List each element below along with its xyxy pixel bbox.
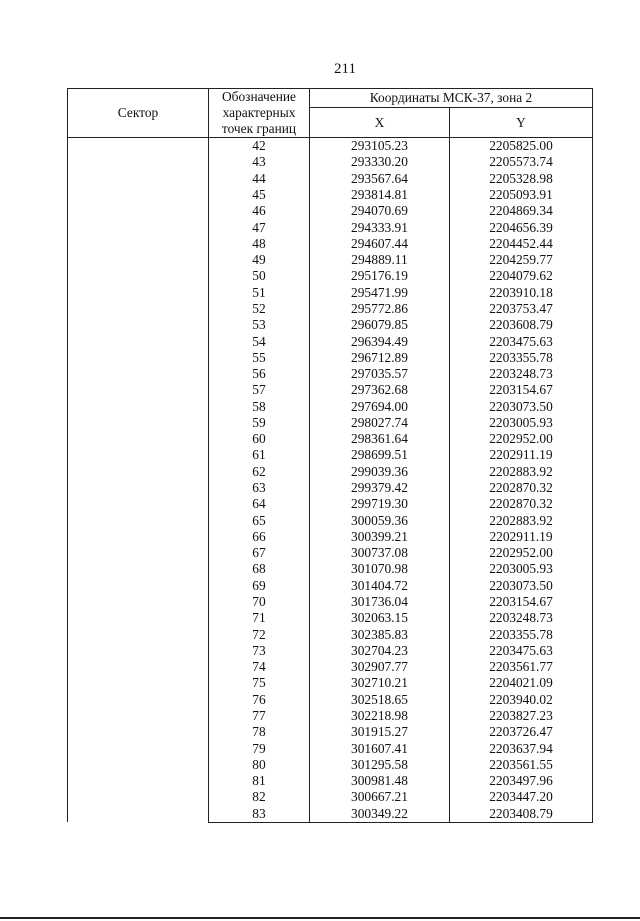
point-designation-cell: 45 xyxy=(209,187,310,203)
point-designation-cell: 53 xyxy=(209,317,310,333)
y-coordinate-cell: 2203447.20 xyxy=(450,789,593,805)
y-coordinate-cell: 2204452.44 xyxy=(450,236,593,252)
x-coordinate-cell: 300981.48 xyxy=(310,773,450,789)
x-coordinate-cell: 300399.21 xyxy=(310,529,450,545)
point-designation-cell: 49 xyxy=(209,252,310,268)
point-designation-cell: 75 xyxy=(209,675,310,691)
point-designation-cell: 79 xyxy=(209,740,310,756)
x-coordinate-cell: 297035.57 xyxy=(310,366,450,382)
y-coordinate-cell: 2204869.34 xyxy=(450,203,593,219)
x-coordinate-cell: 293105.23 xyxy=(310,138,450,155)
header-coordinates-group: Координаты МСК-37, зона 2 xyxy=(310,89,593,108)
point-designation-cell: 44 xyxy=(209,171,310,187)
y-coordinate-cell: 2203827.23 xyxy=(450,708,593,724)
point-designation-cell: 65 xyxy=(209,512,310,528)
y-coordinate-cell: 2203637.94 xyxy=(450,740,593,756)
y-coordinate-cell: 2203005.93 xyxy=(450,415,593,431)
point-designation-cell: 81 xyxy=(209,773,310,789)
x-coordinate-cell: 300667.21 xyxy=(310,789,450,805)
point-designation-cell: 58 xyxy=(209,399,310,415)
x-coordinate-cell: 294889.11 xyxy=(310,252,450,268)
x-coordinate-cell: 293567.64 xyxy=(310,171,450,187)
point-designation-cell: 76 xyxy=(209,692,310,708)
x-coordinate-cell: 302518.65 xyxy=(310,692,450,708)
page-number: 211 xyxy=(334,61,356,77)
point-designation-cell: 72 xyxy=(209,626,310,642)
y-coordinate-cell: 2202911.19 xyxy=(450,447,593,463)
page-bottom-rule xyxy=(0,917,640,919)
header-x: X xyxy=(310,108,450,138)
y-coordinate-cell: 2203355.78 xyxy=(450,350,593,366)
y-coordinate-cell: 2205825.00 xyxy=(450,138,593,155)
point-designation-cell: 48 xyxy=(209,236,310,252)
x-coordinate-cell: 299719.30 xyxy=(310,496,450,512)
x-coordinate-cell: 296394.49 xyxy=(310,333,450,349)
x-coordinate-cell: 294607.44 xyxy=(310,236,450,252)
y-coordinate-cell: 2203073.50 xyxy=(450,578,593,594)
point-designation-cell: 63 xyxy=(209,480,310,496)
y-coordinate-cell: 2204021.09 xyxy=(450,675,593,691)
y-coordinate-cell: 2203154.67 xyxy=(450,594,593,610)
point-designation-cell: 46 xyxy=(209,203,310,219)
y-coordinate-cell: 2204656.39 xyxy=(450,219,593,235)
x-coordinate-cell: 301915.27 xyxy=(310,724,450,740)
header-y: Y xyxy=(450,108,593,138)
x-coordinate-cell: 294333.91 xyxy=(310,219,450,235)
point-designation-cell: 68 xyxy=(209,561,310,577)
x-coordinate-cell: 296712.89 xyxy=(310,350,450,366)
x-coordinate-cell: 297362.68 xyxy=(310,382,450,398)
point-designation-cell: 59 xyxy=(209,415,310,431)
table-row xyxy=(68,138,593,155)
y-coordinate-cell: 2203753.47 xyxy=(450,301,593,317)
y-coordinate-cell: 2203561.77 xyxy=(450,659,593,675)
x-coordinate-cell: 295471.99 xyxy=(310,285,450,301)
point-designation-cell: 74 xyxy=(209,659,310,675)
x-coordinate-cell: 302385.83 xyxy=(310,626,450,642)
point-designation-cell: 62 xyxy=(209,464,310,480)
y-coordinate-cell: 2203408.79 xyxy=(450,806,593,823)
x-coordinate-cell: 301607.41 xyxy=(310,740,450,756)
y-coordinate-cell: 2203248.73 xyxy=(450,610,593,626)
x-coordinate-cell: 298699.51 xyxy=(310,447,450,463)
x-coordinate-cell: 295176.19 xyxy=(310,268,450,284)
y-coordinate-cell: 2203475.63 xyxy=(450,643,593,659)
point-designation-cell: 60 xyxy=(209,431,310,447)
y-coordinate-cell: 2202952.00 xyxy=(450,431,593,447)
point-designation-cell: 55 xyxy=(209,350,310,366)
x-coordinate-cell: 302704.23 xyxy=(310,643,450,659)
x-coordinate-cell: 301404.72 xyxy=(310,578,450,594)
point-designation-cell: 83 xyxy=(209,806,310,823)
x-coordinate-cell: 302907.77 xyxy=(310,659,450,675)
y-coordinate-cell: 2205573.74 xyxy=(450,154,593,170)
point-designation-cell: 54 xyxy=(209,333,310,349)
x-coordinate-cell: 301070.98 xyxy=(310,561,450,577)
point-designation-cell: 78 xyxy=(209,724,310,740)
point-designation-cell: 50 xyxy=(209,268,310,284)
y-coordinate-cell: 2203073.50 xyxy=(450,399,593,415)
y-coordinate-cell: 2204079.62 xyxy=(450,268,593,284)
x-coordinate-cell: 300737.08 xyxy=(310,545,450,561)
x-coordinate-cell: 299379.42 xyxy=(310,480,450,496)
sector-cell xyxy=(68,138,209,823)
y-coordinate-cell: 2203726.47 xyxy=(450,724,593,740)
y-coordinate-cell: 2202883.92 xyxy=(450,464,593,480)
x-coordinate-cell: 300349.22 xyxy=(310,806,450,823)
x-coordinate-cell: 302218.98 xyxy=(310,708,450,724)
x-coordinate-cell: 293330.20 xyxy=(310,154,450,170)
point-designation-cell: 56 xyxy=(209,366,310,382)
x-coordinate-cell: 296079.85 xyxy=(310,317,450,333)
y-coordinate-cell: 2202952.00 xyxy=(450,545,593,561)
point-designation-cell: 42 xyxy=(209,138,310,155)
y-coordinate-cell: 2203154.67 xyxy=(450,382,593,398)
point-designation-cell: 61 xyxy=(209,447,310,463)
point-designation-cell: 51 xyxy=(209,285,310,301)
point-designation-cell: 73 xyxy=(209,643,310,659)
y-coordinate-cell: 2204259.77 xyxy=(450,252,593,268)
y-coordinate-cell: 2203561.55 xyxy=(450,757,593,773)
x-coordinate-cell: 298361.64 xyxy=(310,431,450,447)
point-designation-cell: 43 xyxy=(209,154,310,170)
y-coordinate-cell: 2203910.18 xyxy=(450,285,593,301)
point-designation-cell: 64 xyxy=(209,496,310,512)
y-coordinate-cell: 2202911.19 xyxy=(450,529,593,545)
header-sector: Сектор xyxy=(68,89,209,138)
point-designation-cell: 77 xyxy=(209,708,310,724)
point-designation-cell: 70 xyxy=(209,594,310,610)
x-coordinate-cell: 301295.58 xyxy=(310,757,450,773)
x-coordinate-cell: 299039.36 xyxy=(310,464,450,480)
coordinates-table xyxy=(67,88,593,823)
point-designation-cell: 82 xyxy=(209,789,310,805)
y-coordinate-cell: 2202883.92 xyxy=(450,512,593,528)
x-coordinate-cell: 297694.00 xyxy=(310,399,450,415)
y-coordinate-cell: 2203248.73 xyxy=(450,366,593,382)
y-coordinate-cell: 2202870.32 xyxy=(450,496,593,512)
x-coordinate-cell: 294070.69 xyxy=(310,203,450,219)
point-designation-cell: 47 xyxy=(209,219,310,235)
point-designation-cell: 66 xyxy=(209,529,310,545)
y-coordinate-cell: 2202870.32 xyxy=(450,480,593,496)
point-designation-cell: 71 xyxy=(209,610,310,626)
y-coordinate-cell: 2205093.91 xyxy=(450,187,593,203)
point-designation-cell: 52 xyxy=(209,301,310,317)
y-coordinate-cell: 2203005.93 xyxy=(450,561,593,577)
y-coordinate-cell: 2203497.96 xyxy=(450,773,593,789)
x-coordinate-cell: 301736.04 xyxy=(310,594,450,610)
x-coordinate-cell: 295772.86 xyxy=(310,301,450,317)
x-coordinate-cell: 298027.74 xyxy=(310,415,450,431)
y-coordinate-cell: 2203608.79 xyxy=(450,317,593,333)
point-designation-cell: 67 xyxy=(209,545,310,561)
point-designation-cell: 80 xyxy=(209,757,310,773)
y-coordinate-cell: 2203940.02 xyxy=(450,692,593,708)
table-body xyxy=(68,138,593,823)
header-point-designation: Обозначение характерных точек границ xyxy=(209,89,310,138)
point-designation-cell: 57 xyxy=(209,382,310,398)
y-coordinate-cell: 2203475.63 xyxy=(450,333,593,349)
x-coordinate-cell: 302063.15 xyxy=(310,610,450,626)
x-coordinate-cell: 300059.36 xyxy=(310,512,450,528)
y-coordinate-cell: 2203355.78 xyxy=(450,626,593,642)
y-coordinate-cell: 2205328.98 xyxy=(450,171,593,187)
x-coordinate-cell: 293814.81 xyxy=(310,187,450,203)
x-coordinate-cell: 302710.21 xyxy=(310,675,450,691)
point-designation-cell: 69 xyxy=(209,578,310,594)
